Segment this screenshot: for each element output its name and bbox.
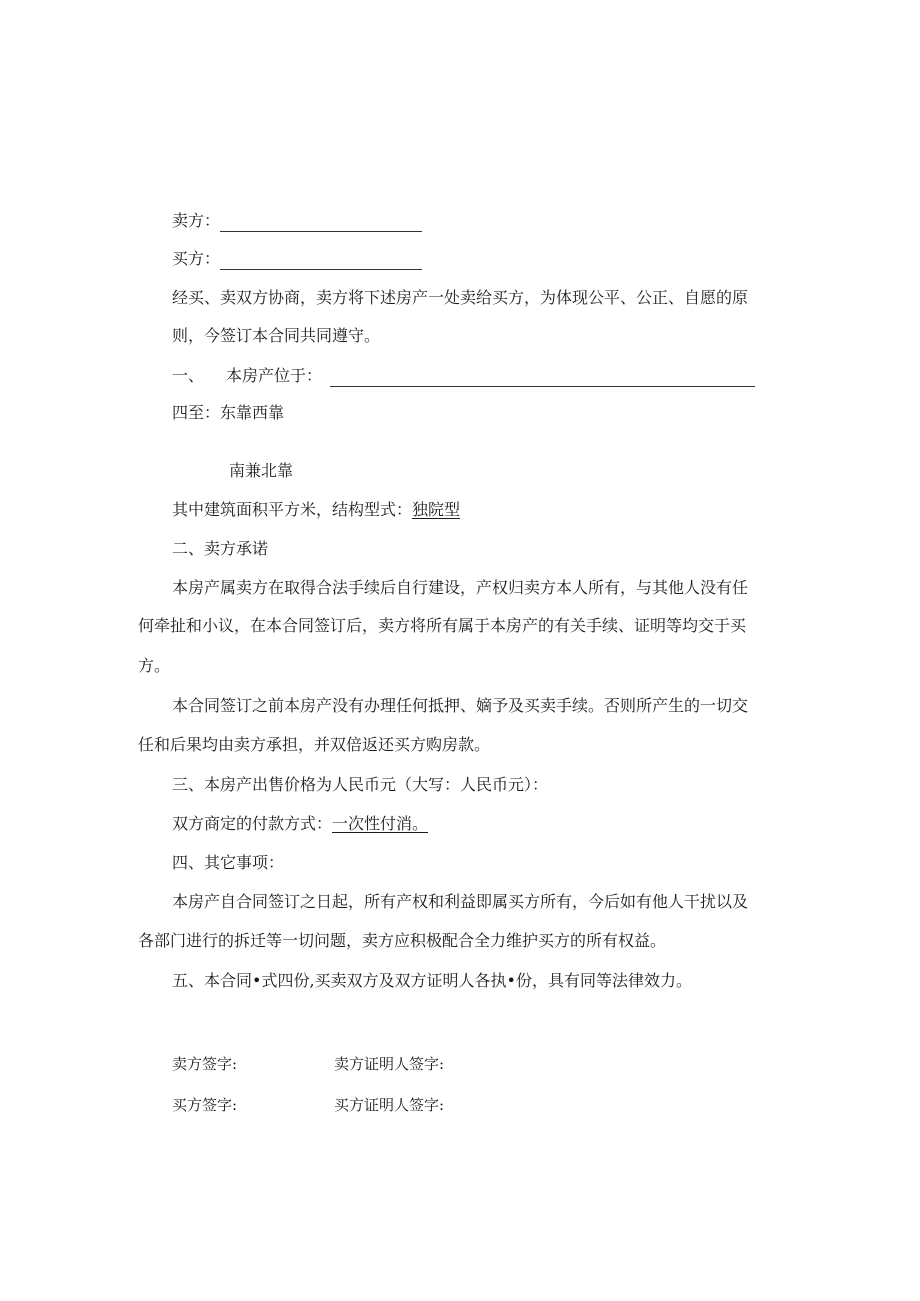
area-line	[172, 499, 460, 521]
section2-p1-line-3: 方。	[138, 656, 171, 675]
section2-p2-line-1: 本合同签订之前本房产没有办理任何抵押、嫡予及买卖手续。否则所产生的一切交	[172, 696, 749, 715]
section4-line-2: 各部门进行的拆迁等一切问题，卖方应积极配合全力维护买方的所有权益。	[138, 931, 667, 950]
section2-p2-line-2: 任和后果均由卖方承担，并双倍返还买方购房款。	[138, 735, 491, 754]
section2-title: 二、卖方承诺	[172, 539, 269, 558]
section3-price-line: 三、本房产出售价格为人民币元（大写：人民币元）：	[172, 775, 549, 794]
seller-label: 卖方：	[172, 211, 221, 230]
boundaries-line-2: 南兼北靠	[229, 461, 294, 480]
section4-line-1: 本房产自合同签订之日起，所有产权和利益即属买方所有，今后如有他人干扰以及	[172, 892, 749, 911]
buyer-blank	[220, 253, 422, 270]
area-prefix: 其中建筑面积平方米，结构型式：	[172, 500, 413, 519]
section2-p1-line-2: 何牵扯和小议，在本合同签订后，卖方将所有属于本房产的有关手续、证明等均交于买	[138, 616, 747, 635]
section1-line	[172, 365, 755, 387]
section3-payment-line	[172, 813, 428, 835]
section5-line: 五、本合同•式四份,买卖双方及双方证明人各执•份，具有同等法律效力。	[172, 971, 692, 990]
buyer-witness-signature-label: 买方证明人签字:	[334, 1096, 445, 1114]
location-blank	[330, 370, 755, 387]
seller-blank	[220, 215, 422, 232]
intro-line-1: 经买、卖双方协商，卖方将下述房产一处卖给买方，为体现公平、公正、自愿的原	[172, 288, 749, 307]
section2-p1-line-1: 本房产属卖方在取得合法手续后自行建设，产权归卖方本人所有，与其他人没有任	[172, 578, 749, 597]
payment-method: 一次性付消。	[332, 814, 429, 833]
seller-line	[172, 210, 422, 232]
section1-number: 一、	[172, 366, 205, 385]
section4-title: 四、其它事项：	[172, 853, 285, 872]
section1-label: 本房产位于：	[226, 366, 323, 385]
buyer-line	[172, 248, 422, 270]
buyer-signature-label: 买方签字:	[172, 1096, 238, 1114]
seller-witness-signature-label: 卖方证明人签字:	[334, 1055, 445, 1073]
seller-signature-label: 卖方签字:	[172, 1055, 238, 1073]
payment-prefix: 双方商定的付款方式：	[172, 814, 333, 833]
intro-line-2: 则，今签订本合同共同遵守。	[172, 326, 381, 345]
buyer-label: 买方：	[172, 249, 221, 268]
structure-type: 独院型	[412, 500, 461, 519]
boundaries-line-1: 四至：东靠西靠	[172, 403, 285, 422]
